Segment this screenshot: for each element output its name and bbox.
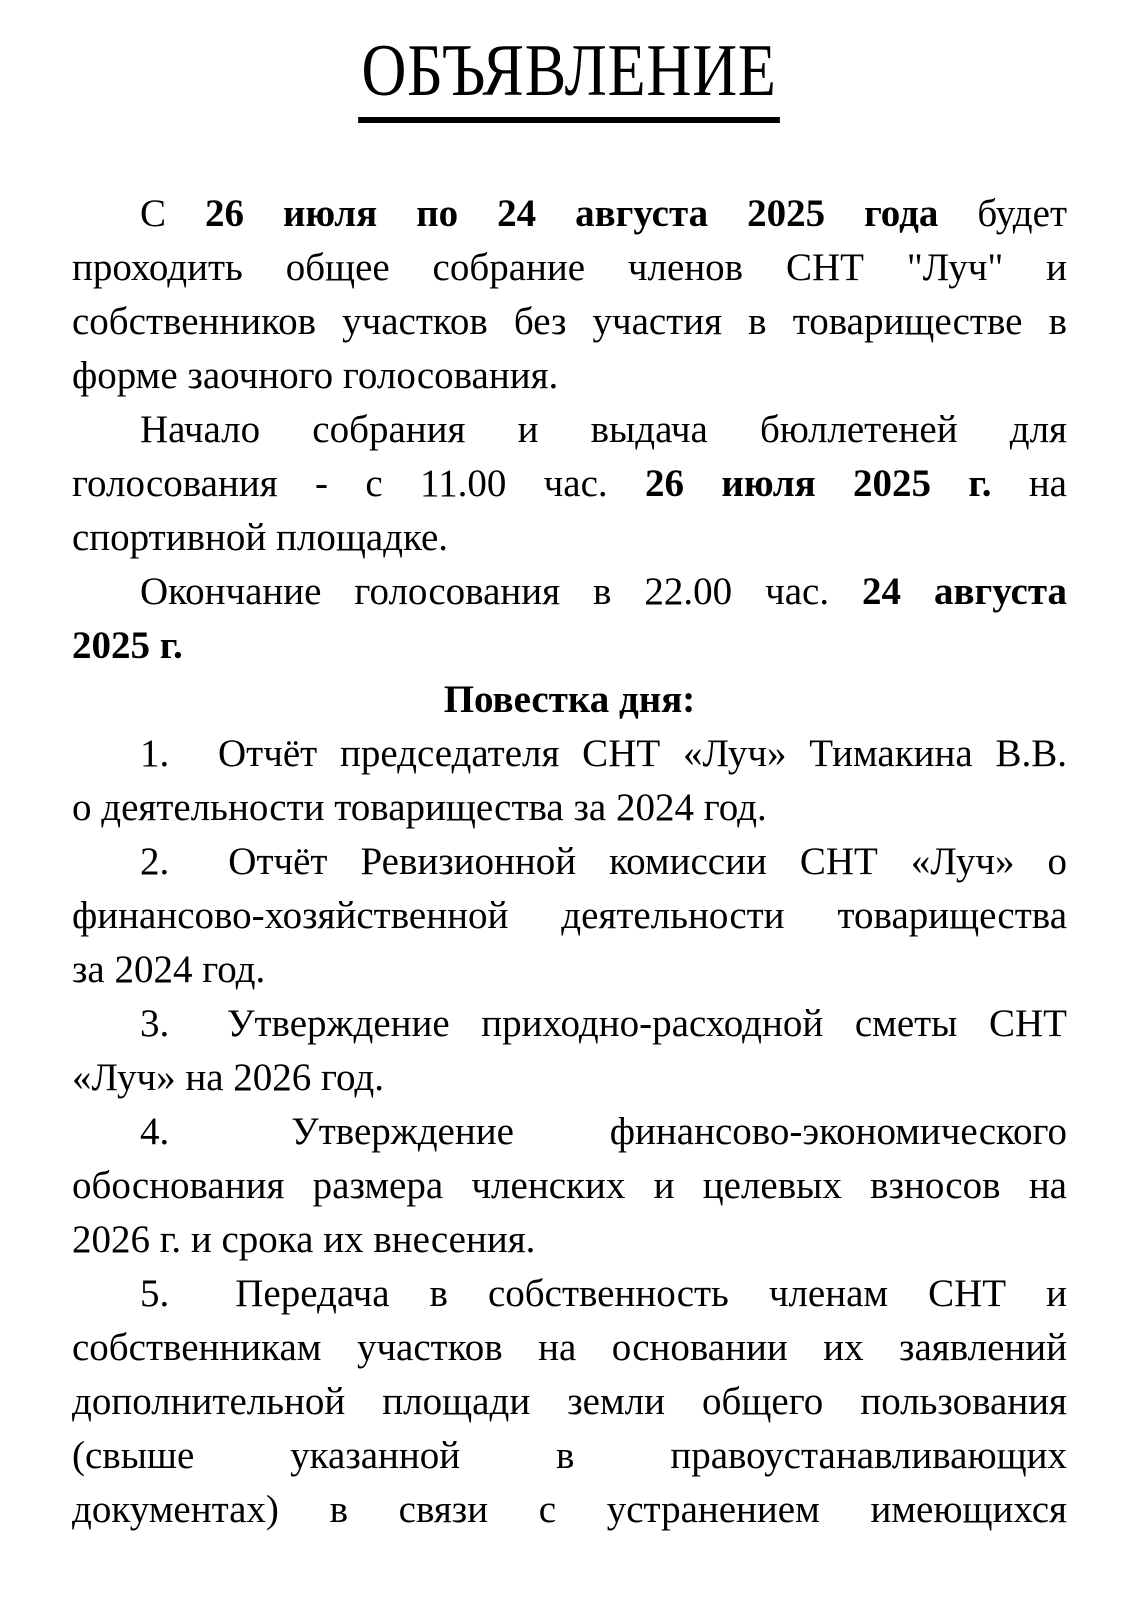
number-tab-spacer bbox=[192, 765, 218, 766]
text-run: финансово-хозяйственной деятельности товарищества bbox=[72, 894, 1067, 937]
text-line bbox=[72, 403, 1067, 457]
text-run: собственников участков без участия в товариществе в bbox=[72, 300, 1067, 343]
text-run: проходить общее собрание членов СНТ "Луч" и bbox=[72, 246, 1067, 289]
text-run: на bbox=[991, 462, 1067, 505]
text-run: о деятельности товарищества за 2024 год. bbox=[72, 786, 767, 829]
text-run: 3. bbox=[140, 1002, 201, 1045]
text-line bbox=[72, 1105, 1067, 1159]
text-line bbox=[72, 1213, 1067, 1267]
number-tab-spacer bbox=[202, 873, 228, 874]
text-line bbox=[72, 1483, 1067, 1537]
text-line bbox=[72, 295, 1067, 349]
bold-text-run: 26 июля 2025 г. bbox=[645, 462, 992, 505]
number-tab-spacer bbox=[209, 1305, 235, 1306]
number-tab-spacer bbox=[201, 1035, 227, 1036]
text-line bbox=[72, 349, 1067, 403]
text-line bbox=[72, 1429, 1067, 1483]
text-run: дополнительной площади земли общего пользования bbox=[72, 1380, 1067, 1423]
text-line bbox=[72, 619, 1067, 673]
text-line bbox=[72, 1159, 1067, 1213]
text-line bbox=[72, 835, 1067, 889]
text-line bbox=[72, 781, 1067, 835]
bold-text-run: 24 августа bbox=[862, 570, 1067, 613]
title-row bbox=[72, 30, 1067, 123]
text-run: Начало собрания и выдача бюллетеней для bbox=[140, 408, 1067, 451]
text-run: Утверждение приходно-расходной сметы СНТ bbox=[226, 1002, 1068, 1045]
text-line bbox=[72, 997, 1067, 1051]
text-run: за 2024 год. bbox=[72, 948, 266, 991]
text-run: Утверждение финансово-экономического bbox=[291, 1110, 1067, 1153]
text-run: документах) в связи с устранением имеющихся bbox=[72, 1488, 1067, 1531]
bold-text-run: Повестка дня: bbox=[443, 678, 696, 721]
text-line bbox=[72, 889, 1067, 943]
text-line bbox=[72, 187, 1067, 241]
text-run: 1. bbox=[140, 732, 193, 775]
text-run: 5. bbox=[140, 1272, 210, 1315]
bold-text-run: 26 июля по 24 августа 2025 года bbox=[204, 192, 939, 235]
text-line bbox=[72, 457, 1067, 511]
text-line bbox=[72, 241, 1067, 295]
text-run: «Луч» на 2026 год. bbox=[72, 1056, 385, 1099]
text-line bbox=[72, 673, 1067, 727]
document-title: ОБЪЯВЛЕНИЕ bbox=[359, 34, 781, 123]
text-line bbox=[72, 1267, 1067, 1321]
text-run: Отчёт Ревизионной комиссии СНТ «Луч» о bbox=[228, 840, 1067, 883]
text-line bbox=[72, 943, 1067, 997]
text-run: спортивной площадке. bbox=[72, 516, 449, 559]
text-run: будет bbox=[938, 192, 1067, 235]
text-line bbox=[72, 1375, 1067, 1429]
document-body bbox=[72, 187, 1067, 1537]
text-run: 2. bbox=[140, 840, 203, 883]
text-run: голосования - с 11.00 час. bbox=[72, 462, 646, 505]
bold-text-run: 2025 г. bbox=[72, 624, 183, 667]
text-line bbox=[72, 1321, 1067, 1375]
number-tab-spacer bbox=[265, 1143, 291, 1144]
text-run: 2026 г. и срока их внесения. bbox=[72, 1218, 536, 1261]
text-line bbox=[72, 565, 1067, 619]
text-line bbox=[72, 1051, 1067, 1105]
text-run: Передача в собственность членам СНТ и bbox=[235, 1272, 1067, 1315]
text-run: собственникам участков на основании их заявлений bbox=[72, 1326, 1067, 1369]
text-run: Отчёт председателя СНТ «Луч» Тимакина В.В. bbox=[218, 732, 1068, 775]
text-run: форме заочного голосования. bbox=[72, 354, 559, 397]
text-line bbox=[72, 727, 1067, 781]
text-run: Окончание голосования в 22.00 час. bbox=[140, 570, 863, 613]
text-run: С bbox=[140, 192, 205, 235]
text-line bbox=[72, 511, 1067, 565]
text-run: 4. bbox=[140, 1110, 266, 1153]
text-run: обоснования размера членских и целевых взносов на bbox=[72, 1164, 1067, 1207]
text-run: (свыше указанной в правоустанавливающих bbox=[72, 1434, 1067, 1477]
